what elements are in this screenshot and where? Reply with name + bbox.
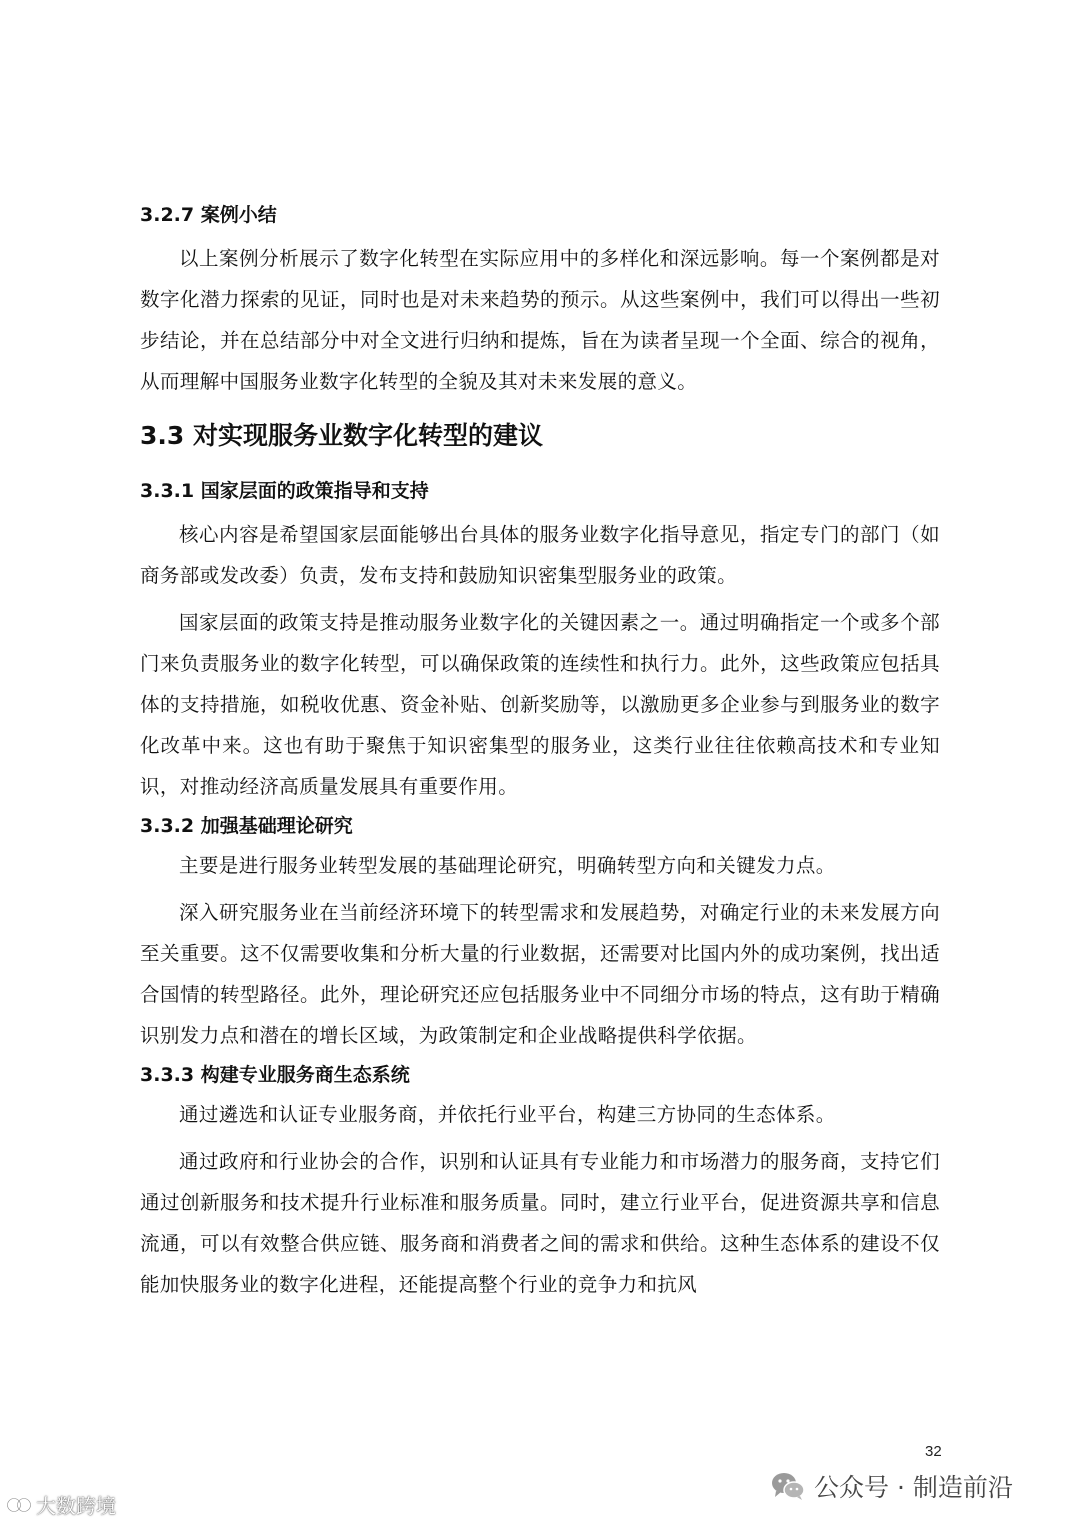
paragraph: 国家层面的政策支持是推动服务业数字化的关键因素之一。通过明确指定一个或多个部门来负责服务业的数字化转型，可以确保政策的连续性和执行力。此外，这些政策应包括具体的支持措施，如税收优惠、资金补贴、创新奖励等，以激励更多企业参与到服务业的数字化改革中来。这也有助于聚焦于知识密集型的服务业，这类行业往往依赖高技术和专业知识，对推动经济高质量发展具有重要作用。 xyxy=(140,611,940,798)
section-heading-3-2-7: 3.2.7 案例小结 xyxy=(140,204,277,226)
page-number: 32 xyxy=(925,1443,942,1460)
section-heading-3-3-1: 3.3.1 国家层面的政策指导和支持 xyxy=(140,480,429,502)
paragraph: 通过政府和行业协会的合作，识别和认证具有专业能力和市场潜力的服务商，支持它们通过创新服务和技术提升行业标准和服务质量。同时，建立行业平台，促进资源共享和信息流通，可以有效整合供应链、服务商和消费者之间的需求和供给。这种生态体系的建设不仅能加快服务业的数字化进程，还能提高整个行业的竞争力和抗风 xyxy=(140,1150,940,1296)
watermark-left xyxy=(6,1490,116,1519)
section-heading-3-3-2: 3.3.2 加强基础理论研究 xyxy=(140,815,353,837)
page-content xyxy=(140,200,940,1305)
section-heading-3-3: 3.3 对实现服务业数字化转型的建议 xyxy=(140,421,543,450)
paragraph: 主要是进行服务业转型发展的基础理论研究，明确转型方向和关键发力点。 xyxy=(179,854,836,877)
paragraph: 核心内容是希望国家层面能够出台具体的服务业数字化指导意见，指定专门的部门（如商务部或发改委）负责，发布支持和鼓励知识密集型服务业的政策。 xyxy=(140,523,940,587)
watermark-right xyxy=(770,1468,1013,1504)
watermark-right-text: 公众号 · 制造前沿 xyxy=(814,1473,1013,1502)
watermark-left-text: 大数跨境 xyxy=(36,1494,116,1518)
wechat-icon xyxy=(770,1471,806,1501)
paragraph: 通过遴选和认证专业服务商，并依托行业平台，构建三方协同的生态体系。 xyxy=(179,1103,836,1126)
paragraph: 深入研究服务业在当前经济环境下的转型需求和发展趋势，对确定行业的未来发展方向至关重要。这不仅需要收集和分析大量的行业数据，还需要对比国内外的成功案例，找出适合国情的转型路径。此外，理论研究还应包括服务业中不同细分市场的特点，这有助于精确识别发力点和潜在的增长区域，为政策制定和企业战略提供科学依据。 xyxy=(140,901,940,1047)
brand-logo-icon xyxy=(6,1497,32,1513)
section-heading-3-3-3: 3.3.3 构建专业服务商生态系统 xyxy=(140,1064,410,1086)
paragraph: 以上案例分析展示了数字化转型在实际应用中的多样化和深远影响。每一个案例都是对数字化潜力探索的见证，同时也是对未来趋势的预示。从这些案例中，我们可以得出一些初步结论，并在总结部分中对全文进行归纳和提炼，旨在为读者呈现一个全面、综合的视角，从而理解中国服务业数字化转型的全貌及其对未来发展的意义。 xyxy=(140,247,940,393)
